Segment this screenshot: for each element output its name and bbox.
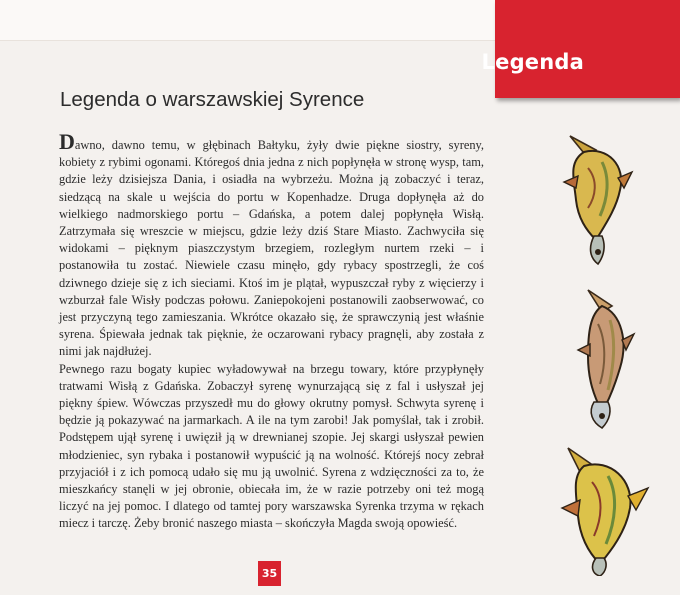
drop-cap: D: [59, 129, 75, 154]
paragraph-1-text: awno, dawno temu, w głębinach Bałtyku, żyły dwie piękne siostry, syreny, kobiety z rybimi ogonami. Któregoś dnia jedna z nich popłynęła w stronę wysp, tam, gdzie leży dzisiejsza Dania, i osiadła na wybrzeżu. Można ją zobaczyć i teraz, siedzącą na skale u wejścia do portu w Kopenhadze. Druga dopłynęła aż do wielkiego nadmorskiego portu – Gdańska, a potem dalej popłynęła Wisłą. Zatrzymała się wreszcie w miejscu, gdzie leży dziś Stare Miasto. Zachwyciła się widokami – pięknym piaszczystym brzegiem, rozległym nurtem rzeki – i postanowiła tu zostać. Niewiele czasu minęło, gdy rybacy spostrzegli, że coś dziwnego dzieje się z ich sieciami. Ktoś im je plątał, wypuszczał ryby z więcierzy i wzburzał fale Wisły podczas połowu. Zaniepokojeni postanowili zaobserwować, co jest przyczyną tego zamieszania. Wkrótce okazało się, że sprawczynią jest właśnie syrena. Śpiewała jednak tak pięknie, że oczarowani rybacy pragnęli, aby została z nimi jak najdłużej.: [59, 138, 484, 359]
fish-illustration: [572, 284, 642, 434]
header-bar: [0, 0, 495, 41]
paragraph-2: Pewnego razu bogaty kupiec wyładowywał na brzegu towary, które przypłynęły tratwami Wisłą z Gdańska. Zobaczył syrenę wynurzającą się z fal i usłyszał jej piękny śpiew. Wówczas przyszedł mu do głowy okrutny pomysł. Schwyta syrenę i będzie ją pokazywać na jarmarkach. A ile na tym zarobi! Jak pomyślał, tak i zrobił. Podstępem ujął syrenę i uwięził ją w drewnianej szopie. Jej skargi usłyszał pewien młodzieniec, syn rybaka i postanowił wypuścić ją na wolność. Którejś nocy zebrał przyjaciół i z ich pomocą udało się mu ją uwolnić. Syrena z wdzięczności za to, że mieszkańcy stanęli w jej obronie, obiecała im, że w razie potrzeby oni też mogą liczyć na jej pomoc. I dlatego od tamtej pory warszawska Syrenka trzyma w rękach miecz i tarczę. Żeby bronić naszego miasta – skończyła Magda swoją opowieść.: [59, 361, 484, 531]
fish-illustration: [548, 436, 658, 576]
section-tab: [481, 0, 680, 98]
article-title: Legenda o warszawskiej Syrence: [60, 88, 365, 111]
paragraph-1: [59, 129, 484, 361]
section-tab-label: Legenda: [481, 50, 584, 74]
article-body: [59, 129, 484, 533]
page-number: 35: [258, 561, 281, 586]
fish-illustration: [548, 128, 638, 268]
